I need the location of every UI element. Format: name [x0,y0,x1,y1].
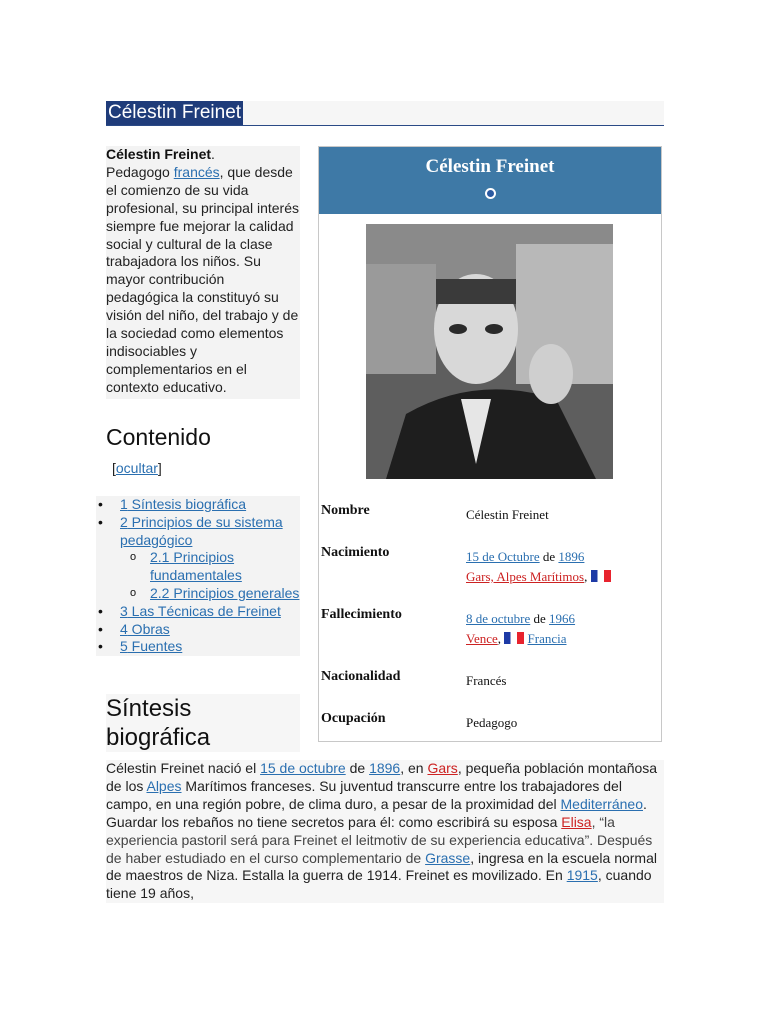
link-birth-place[interactable]: Gars, Alpes Marítimos [466,569,585,584]
link-birth-date[interactable]: 15 de Octubre [466,549,540,564]
toc-hide-link[interactable]: ocultar [115,460,158,476]
label-ocupacion: Ocupación [321,711,386,726]
link-death-place[interactable]: Vence [466,631,498,646]
link-mediterraneo[interactable]: Mediterráneo [560,795,643,812]
link-1896[interactable]: 1896 [369,760,401,776]
link-gars[interactable]: Gars [427,760,458,776]
info-icon[interactable] [485,188,496,199]
toc-item[interactable]: • 4 Obras [120,621,300,639]
intro-paragraph [106,146,300,399]
toc-heading: Contenido [106,424,211,450]
page-title-bar [106,101,664,126]
infobox-header [319,147,661,214]
toc-item[interactable]: • 3 Las Técnicas de Freinet [120,603,300,621]
infobox-title: Célestin Freinet [425,156,555,177]
toc-subitem[interactable]: o 2.1 Principios fundamentales [120,549,300,585]
link-death-date[interactable]: 8 de octubre [466,611,531,626]
toc-item[interactable]: • 5 Fuentes [120,638,300,656]
label-nombre: Nombre [321,503,370,518]
bracket-close: ] [157,460,162,476]
link-death-year[interactable]: 1966 [549,611,576,626]
link-elisa[interactable]: Elisa [561,813,592,830]
link-1915[interactable]: 1915 [566,867,598,884]
label-fallecimiento: Fallecimiento [321,607,402,622]
france-flag-icon [591,570,611,582]
page-title: Célestin Freinet [108,102,242,123]
france-flag-icon [504,632,524,644]
link-alpes[interactable]: Alpes [146,777,182,794]
link-grasse[interactable]: Grasse [425,849,471,866]
intro-name: Célestin Freinet [106,146,212,162]
link-15-octubre[interactable]: 15 de octubre [260,760,346,776]
portrait-photo [366,224,613,479]
label-nacimiento: Nacimiento [321,545,390,560]
link-francia[interactable]: Francia [527,631,567,646]
section-heading-sintesis: Síntesis biográfica [106,694,300,752]
intro-dot: . [211,146,215,162]
value-nacionalidad: Francés [466,673,507,688]
link-birth-year[interactable]: 1896 [558,549,585,564]
intro-text-pre: Pedagogo [106,163,174,180]
toc-item[interactable]: • 2 Principios de su sistema pedagógico [120,514,300,550]
biography-paragraph: Célestin Freinet nació el 15 de octubre de 1896, en Gars, pequeña población montañosa de los Alpes Marítimos franceses. Su juventud transcurre entre los trabajadores del campo, en una región pobre, de clima duro, a pesar de la proximidad del Mediterráneo. Guardar los rebaños no tiene secretos para él: como escribirá su esposa Elisa, “la experiencia pastoril será para Freinet el leitmotiv de su experiencia educativa”. Después de haber estudiado en el curso complementario de Grasse, ingresa en la escuela normal de maestros de Niza. Estalla la guerra de 1914. Freinet es movilizado. En 1915, cuando tiene 19 años, [106,760,664,903]
intro-text-post: , que desde el comienzo de su vida profesional, su principal interés siempre fue mejorar la calidad social y cultural de la clase trabajadora los niños. Su mayor contribución pedagógica la constituyó su visión del niño, del trabajo y de la sociedad como elementos indisociables y complementarios en el contexto educativo. [106,163,299,395]
link-frances[interactable]: francés [173,163,220,180]
toc-toggle-wrap [112,460,162,476]
toc-subitem[interactable]: o 2.2 Principios generales [120,585,300,603]
value-fallecimiento: 8 de octubre de 1966 Vence, Francia [466,611,576,646]
bracket-open: [ [112,460,116,476]
value-nombre: Célestin Freinet [466,507,549,522]
toc-item[interactable]: • 1 Síntesis biográfica [120,496,300,514]
value-nacimiento: 15 de Octubre de 1896 Gars, Alpes Marítimos, [466,547,611,587]
value-ocupacion: Pedagogo [466,715,518,730]
toc-list [96,496,300,656]
infobox [318,146,662,742]
label-nacionalidad: Nacionalidad [321,669,401,684]
